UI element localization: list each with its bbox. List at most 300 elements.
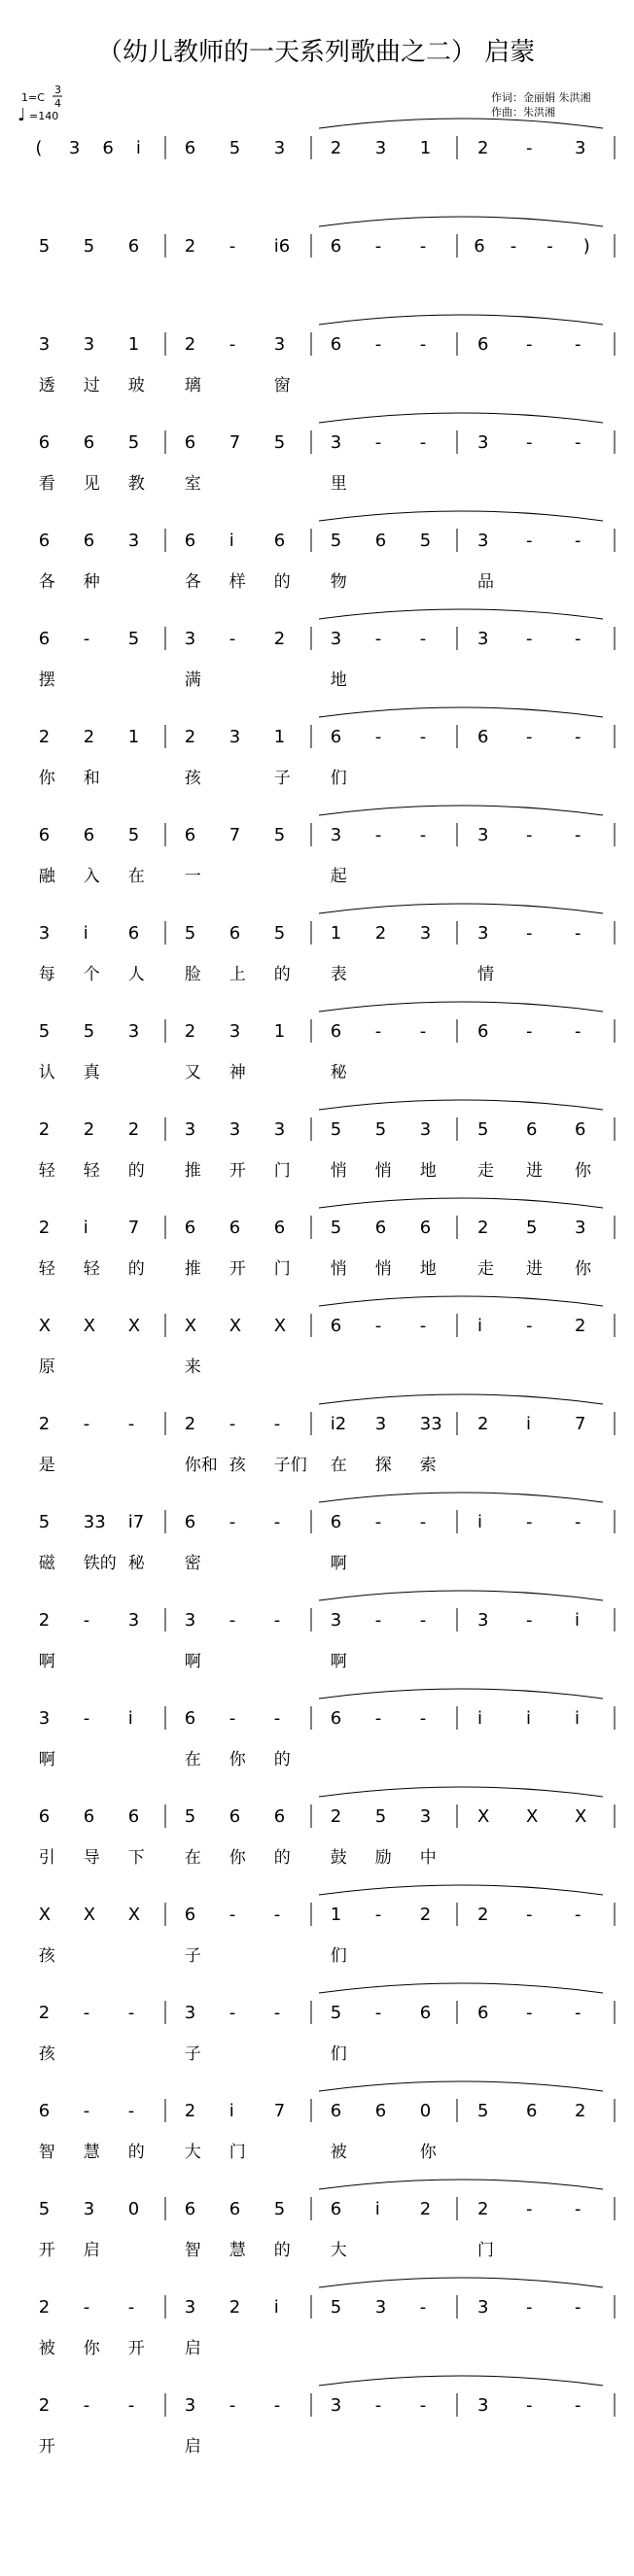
note: 0 <box>127 2199 140 2219</box>
note: 5 <box>127 825 140 845</box>
score-row <box>39 2278 615 2358</box>
note: 7 <box>229 825 241 845</box>
note: 3 <box>477 1610 489 1631</box>
lyric-syllable: 个 <box>83 965 100 984</box>
note: 2 <box>229 2297 241 2318</box>
lyric-syllable: 悄 <box>330 1161 347 1181</box>
note: 2 <box>374 923 387 944</box>
note: 2 <box>477 2199 489 2219</box>
note: - <box>229 1512 236 1532</box>
note: - <box>83 1414 90 1434</box>
note: 6 <box>38 629 51 649</box>
slur-arc <box>319 1002 603 1012</box>
score-row <box>39 511 615 592</box>
score-row <box>39 1002 615 1082</box>
lyric-syllable: 开 <box>229 1161 246 1181</box>
note: - <box>83 1610 90 1631</box>
lyric-syllable: 悄 <box>374 1259 392 1279</box>
note: 5 <box>419 531 432 551</box>
note: 5 <box>83 236 95 257</box>
lyric-syllable: 走 <box>477 1161 494 1181</box>
note: 6 <box>477 2003 489 2023</box>
lyric-syllable: 引 <box>38 1848 55 1868</box>
note: - <box>419 334 427 355</box>
note: 6 <box>330 727 342 747</box>
note: X <box>526 1806 539 1827</box>
note: - <box>374 825 382 845</box>
note: 6 <box>330 2199 342 2219</box>
note: - <box>229 236 236 257</box>
note: - <box>526 825 533 845</box>
note: 3 <box>184 2003 196 2023</box>
note: - <box>575 432 581 453</box>
lyric-syllable: 窗 <box>273 376 291 395</box>
note: 6 <box>419 2003 432 2023</box>
note: X <box>83 1905 96 1925</box>
note: 3 <box>374 138 387 158</box>
note: - <box>419 236 427 257</box>
lyric-syllable: 璃 <box>184 376 201 395</box>
lyric-syllable: 慧 <box>83 2143 100 2162</box>
score-row <box>39 1885 615 1966</box>
slur-arc <box>319 1493 603 1502</box>
note: - <box>575 923 581 944</box>
note: 2 <box>184 727 196 747</box>
time-signature-bottom: 4 <box>54 97 61 110</box>
note: - <box>273 1708 281 1729</box>
note: 2 <box>184 334 196 355</box>
composer-credit: 作曲：朱洪湘 <box>491 106 555 119</box>
note: 2 <box>477 1414 489 1434</box>
note: 6 <box>330 1512 342 1532</box>
lyric-syllable: 啊 <box>38 1652 55 1671</box>
note: 6 <box>38 2101 51 2121</box>
note: - <box>526 923 533 944</box>
note: 6 <box>83 432 95 453</box>
lyric-syllable: 孩 <box>38 1946 55 1966</box>
lyric-syllable: 探 <box>374 1456 392 1475</box>
lyric-syllable: 进 <box>526 1161 543 1181</box>
lyric-syllable: 地 <box>330 670 347 690</box>
note: 3 <box>330 825 342 845</box>
note: 1 <box>330 1905 342 1925</box>
lyric-syllable: 开 <box>38 2437 55 2456</box>
note: 3 <box>184 2395 196 2416</box>
note: - <box>374 2395 382 2416</box>
note: - <box>575 629 581 649</box>
note: - <box>419 2395 427 2416</box>
lyric-syllable: 表 <box>330 965 347 984</box>
note: - <box>374 1905 382 1925</box>
lyric-syllable: 鼓 <box>330 1848 347 1868</box>
lyric-syllable: 在 <box>330 1456 347 1475</box>
score-row <box>39 1787 615 1868</box>
lyric-syllable: 轻 <box>83 1161 100 1181</box>
note: 5 <box>330 2297 342 2318</box>
lyric-syllable: 推 <box>184 1161 201 1181</box>
note: - <box>273 2003 281 2023</box>
note: 6 <box>127 1806 140 1827</box>
lyric-syllable: 磁 <box>38 1554 55 1573</box>
note: 5 <box>374 1119 387 1140</box>
lyric-syllable: 们 <box>330 769 347 788</box>
note: 2 <box>184 1021 196 1042</box>
lyric-syllable: 地 <box>419 1259 437 1279</box>
note: 5 <box>330 2003 342 2023</box>
note: X <box>38 1905 52 1925</box>
lyric-syllable: 一 <box>184 867 201 886</box>
note: - <box>526 2003 533 2023</box>
slur-arc <box>319 1983 603 1993</box>
note: - <box>419 727 427 747</box>
note: 6 <box>38 531 51 551</box>
note: 2 <box>575 1316 586 1336</box>
lyric-syllable: 融 <box>38 867 55 886</box>
lyric-syllable: 摆 <box>38 670 55 690</box>
note: - <box>229 1610 236 1631</box>
note: 2 <box>330 138 342 158</box>
note: 5 <box>127 432 140 453</box>
note: 6 <box>330 1316 342 1336</box>
lyric-syllable: 励 <box>374 1848 392 1868</box>
lyric-syllable: 教 <box>127 474 145 494</box>
note: - <box>83 2297 90 2318</box>
note: 7 <box>575 1414 586 1434</box>
lyric-syllable: 开 <box>229 1259 246 1279</box>
note: 5 <box>330 1119 342 1140</box>
lyric-syllable: 启 <box>83 2241 100 2260</box>
lyric-syllable: 你 <box>229 1848 246 1868</box>
note: 6 <box>229 2199 241 2219</box>
note: 5 <box>83 1021 95 1042</box>
slur-arc <box>319 1198 603 1208</box>
note: 2 <box>38 2395 51 2416</box>
note: 6 <box>477 1021 489 1042</box>
note: 2 <box>419 2199 432 2219</box>
score-row <box>39 413 615 494</box>
note: 3 <box>330 432 342 453</box>
note: 2 <box>38 1414 51 1434</box>
score-row <box>39 1296 615 1377</box>
note: - <box>374 2003 382 2023</box>
note: 2 <box>575 2101 586 2121</box>
note: - <box>374 1316 382 1336</box>
lyric-syllable: 是 <box>38 1456 55 1475</box>
lyric-syllable: 门 <box>273 1259 291 1279</box>
note: 3 <box>127 531 140 551</box>
note: 2 <box>38 2297 51 2318</box>
note: 5 <box>526 1218 538 1238</box>
note: 3 <box>575 138 586 158</box>
note: - <box>229 334 236 355</box>
lyricist-credit: 作词：金丽娟 朱洪湘 <box>491 91 591 104</box>
note: - <box>526 629 533 649</box>
note: 2 <box>184 236 196 257</box>
note: - <box>229 2395 236 2416</box>
slur-arc <box>319 217 603 226</box>
note: 1 <box>330 923 342 944</box>
note: X <box>127 1905 141 1925</box>
note: - <box>127 2101 135 2121</box>
note: 5 <box>38 2199 51 2219</box>
lyric-syllable: 种 <box>83 572 100 592</box>
note: X <box>575 1806 587 1827</box>
note: 6 <box>273 1806 286 1827</box>
lyric-syllable: 你 <box>229 1750 246 1769</box>
slur-arc <box>319 1885 603 1895</box>
lyric-syllable: 孩 <box>184 769 201 788</box>
lyric-syllable: 索 <box>419 1456 437 1475</box>
note: 0 <box>419 2101 432 2121</box>
note: i <box>273 2297 279 2318</box>
note: 2 <box>419 1905 432 1925</box>
note: - <box>229 1905 236 1925</box>
note: i <box>127 1708 133 1729</box>
lyric-syllable: 的 <box>273 572 291 592</box>
note: - <box>374 236 382 257</box>
note: 6 <box>273 531 286 551</box>
note: 6 <box>526 1119 538 1140</box>
note: 2 <box>127 1119 140 1140</box>
score-row <box>39 2180 615 2260</box>
quarter-note-icon: ♩ <box>18 105 26 125</box>
note: 3 <box>477 531 489 551</box>
lyric-syllable: 进 <box>526 1259 543 1279</box>
slur-arc <box>319 1689 603 1699</box>
note: - <box>419 1708 427 1729</box>
lyric-syllable: 啊 <box>184 1652 201 1671</box>
score-row <box>39 315 615 395</box>
lyric-syllable: 你 <box>575 1161 591 1181</box>
lyric-syllable: 导 <box>83 1848 100 1868</box>
slur-arc <box>319 2278 603 2287</box>
slur-arc <box>319 1787 603 1797</box>
lyric-syllable: 人 <box>127 965 145 984</box>
note: 2 <box>477 138 489 158</box>
lyric-syllable: 门 <box>229 2143 246 2162</box>
note: 3 <box>477 629 489 649</box>
note: 2 <box>477 1905 489 1925</box>
note: - <box>526 531 533 551</box>
note: i <box>83 1218 88 1238</box>
note: 5 <box>273 2199 286 2219</box>
note: 3 <box>38 334 51 355</box>
score-row <box>39 609 615 690</box>
note: - <box>229 629 236 649</box>
lyric-syllable: 原 <box>38 1357 55 1377</box>
note: - <box>575 2297 581 2318</box>
lyric-syllable: 透 <box>38 376 55 395</box>
note: 6 <box>184 138 196 158</box>
lyric-syllable: 的 <box>127 2143 145 2162</box>
note: 3 <box>419 923 432 944</box>
note: 7 <box>273 2101 286 2121</box>
time-signature-top: 3 <box>54 84 61 96</box>
lyric-syllable: 啊 <box>330 1652 347 1671</box>
note: 6 <box>477 727 489 747</box>
note: 6 <box>273 1218 286 1238</box>
note: 5 <box>184 1806 196 1827</box>
lyric-syllable: 们 <box>330 2044 347 2064</box>
note: - <box>526 334 533 355</box>
note: 3 <box>330 1610 342 1631</box>
note: - <box>575 531 581 551</box>
lyric-syllable: 密 <box>184 1554 201 1573</box>
note: - <box>374 1610 382 1631</box>
note: - <box>229 2003 236 2023</box>
note: i <box>229 531 234 551</box>
score-row <box>39 217 615 258</box>
note: i2 <box>330 1414 347 1434</box>
lyric-syllable: 你 <box>575 1259 591 1279</box>
note: 3 <box>184 1610 196 1631</box>
lyric-syllable: 门 <box>477 2241 494 2260</box>
note: - <box>127 2003 135 2023</box>
note: 2 <box>184 1414 196 1434</box>
note: - <box>273 2395 281 2416</box>
lyric-syllable: 你和 <box>184 1456 218 1475</box>
note: 3 <box>83 334 95 355</box>
note: - <box>419 1512 427 1532</box>
slur-arc <box>319 2376 603 2386</box>
note: 6 <box>374 2101 387 2121</box>
note: 6 <box>184 1512 196 1532</box>
note: 3 <box>273 138 286 158</box>
lyric-syllable: 入 <box>83 867 100 886</box>
note: 6 <box>330 1021 342 1042</box>
lyric-syllable: 各 <box>184 572 201 592</box>
note: 2 <box>83 1119 95 1140</box>
note: - <box>374 1708 382 1729</box>
lyric-syllable: 悄 <box>330 1259 347 1279</box>
slur-arc <box>319 413 603 423</box>
slur-arc <box>319 315 603 325</box>
note: 6 <box>330 236 342 257</box>
score-row <box>39 2081 615 2162</box>
note: - <box>419 1316 427 1336</box>
note: 3 <box>127 1021 140 1042</box>
lyric-syllable: 轻 <box>83 1259 100 1279</box>
note: 5 <box>477 2101 489 2121</box>
note: X <box>273 1316 287 1336</box>
lyric-syllable: 看 <box>38 474 55 494</box>
note: - <box>83 629 90 649</box>
note: 5 <box>184 923 196 944</box>
note: - <box>526 727 533 747</box>
key-signature: 1=C <box>21 91 45 104</box>
note: 6 <box>184 1218 196 1238</box>
lyric-syllable: 室 <box>184 474 201 494</box>
note: 3 <box>229 1119 241 1140</box>
note: - <box>419 629 427 649</box>
score-row <box>39 1100 615 1181</box>
note: - <box>273 1905 281 1925</box>
note: - <box>526 2199 533 2219</box>
note: i <box>229 2101 234 2121</box>
note: 5 <box>229 138 241 158</box>
note: - <box>575 727 581 747</box>
note: 6 <box>526 2101 538 2121</box>
lyric-syllable: 认 <box>38 1063 55 1082</box>
lyric-syllable: 真 <box>83 1063 100 1082</box>
note: 2 <box>38 1119 51 1140</box>
slur-arc <box>319 2180 603 2189</box>
note: - <box>575 334 581 355</box>
note: 2 <box>38 1218 51 1238</box>
note: 3 <box>374 2297 387 2318</box>
note: - <box>229 1414 236 1434</box>
score-row <box>39 2376 615 2456</box>
lyric-syllable: 下 <box>127 1848 145 1868</box>
lyric-syllable: 秘 <box>330 1063 347 1082</box>
note: X <box>127 1316 141 1336</box>
lyric-syllable: 子 <box>184 2044 201 2064</box>
note: 6 <box>184 531 196 551</box>
lyric-syllable: 慧 <box>229 2241 246 2260</box>
lyric-syllable: 的 <box>273 965 291 984</box>
note: 3 <box>83 2199 95 2219</box>
note: i <box>374 2199 380 2219</box>
lyric-syllable: 大 <box>330 2241 347 2260</box>
lyric-syllable: 品 <box>477 572 494 592</box>
slur-arc <box>319 904 603 913</box>
note: 7 <box>229 432 241 453</box>
note: - <box>83 2395 90 2416</box>
lyric-syllable: 地 <box>419 1161 437 1181</box>
score-row <box>39 806 615 886</box>
slur-arc <box>319 1100 603 1110</box>
note: - <box>419 825 427 845</box>
slur-arc <box>319 1296 603 1306</box>
lyric-syllable: 开 <box>38 2241 55 2260</box>
slur-arc <box>319 2081 603 2091</box>
tempo-marking: =140 <box>29 110 59 122</box>
note: 6 <box>184 2199 196 2219</box>
note: 1 <box>273 727 286 747</box>
note: 3 <box>184 629 196 649</box>
note: - <box>575 825 581 845</box>
note: - <box>526 138 533 158</box>
note: 6 <box>102 138 114 158</box>
note: - <box>575 2003 581 2023</box>
note: - <box>273 1414 281 1434</box>
score-row <box>39 1591 615 1671</box>
note: X <box>184 1316 197 1336</box>
note: 3 <box>184 2297 196 2318</box>
note: i <box>135 138 141 158</box>
note: 6 <box>229 1806 241 1827</box>
note: 6 <box>83 531 95 551</box>
score-row <box>39 1394 615 1475</box>
note: 1 <box>127 334 140 355</box>
lyric-syllable: 啊 <box>330 1554 347 1573</box>
note: - <box>526 2297 533 2318</box>
score-row <box>39 1983 615 2064</box>
note: 3 <box>38 1708 51 1729</box>
note: 7 <box>127 1218 140 1238</box>
note: 3 <box>419 1806 432 1827</box>
note: 6 <box>374 1218 387 1238</box>
note: i <box>477 1512 483 1532</box>
note: - <box>127 1414 135 1434</box>
note: 33 <box>83 1512 106 1532</box>
note: 2 <box>184 2101 196 2121</box>
note: 3 <box>229 727 241 747</box>
lyric-syllable: 秘 <box>127 1554 145 1573</box>
note: 5 <box>38 236 51 257</box>
slur-arc <box>319 1591 603 1600</box>
note: i <box>575 1610 581 1631</box>
